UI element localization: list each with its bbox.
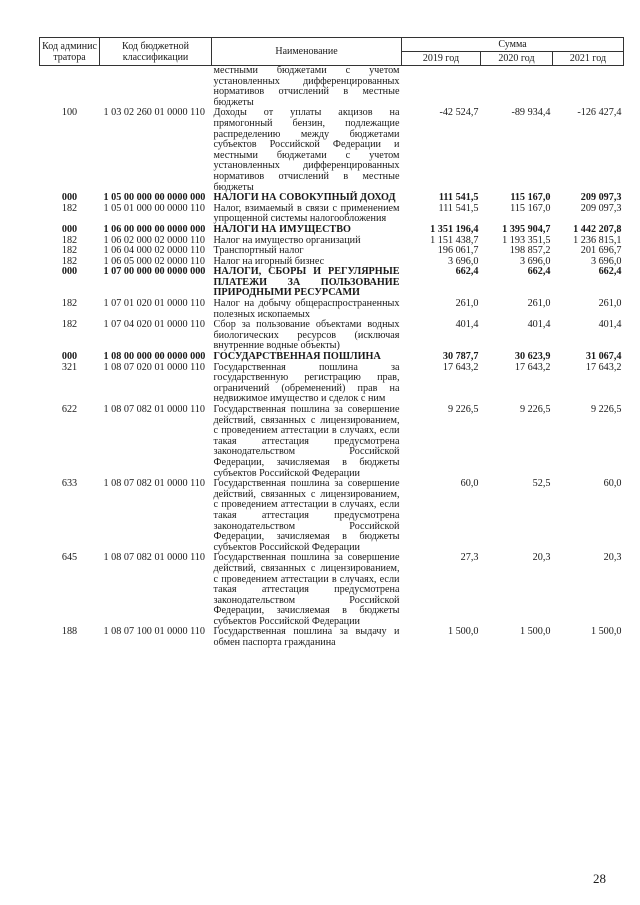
admin-code-cell: 000 xyxy=(61,223,78,235)
item-name-cell: ГОСУДАРСТВЕННАЯ ПОШЛИНА xyxy=(213,351,381,363)
admin-code-cell xyxy=(40,66,100,109)
sum-2019-cell: 662,4 xyxy=(455,266,479,278)
header-year-2020: 2020 год xyxy=(481,52,553,66)
item-name-cell: Государственная пошлина за совершение действий, связанных с лицензированием, с проведением аттестации в случаях, если такая аттестация предусмотрена законодательством Российской Федерации, зачисляемая в бюджеты субъектов Российской Федерации xyxy=(213,404,400,479)
sum-2021-cell: 17 643,2 xyxy=(585,361,622,373)
sum-2021-cell xyxy=(553,66,624,109)
sum-2021-cell: 3 696,0 xyxy=(590,255,622,267)
item-name-cell: Доходы от уплаты акцизов на прямогонный бензин, подлежащие распределению между бюджетами субъектов Российской Федерации и местными бюджетами с учетом установленных дифференцированных нормативов отчислений в местные бюджеты xyxy=(213,107,400,193)
page-number: 28 xyxy=(593,871,606,886)
sum-2019-cell: 1 351 196,4 xyxy=(430,223,479,235)
table-row xyxy=(40,225,624,236)
header-name: Наименование xyxy=(212,38,402,66)
table-row xyxy=(40,627,624,648)
sum-2019-cell: 1 151 438,7 xyxy=(430,234,479,246)
kbk-code-cell: 1 08 07 082 01 0000 110 xyxy=(103,404,205,415)
sum-2020-cell: 3 696,0 xyxy=(519,255,551,267)
sum-2021-cell: 1 500,0 xyxy=(590,626,622,638)
item-name-cell: Государственная пошлина за выдачу и обмен паспорта гражданина xyxy=(213,626,400,649)
kbk-code-cell: 1 07 00 000 00 0000 000 xyxy=(103,266,206,278)
item-name-cell: Налог на игорный бизнес xyxy=(213,255,325,267)
sum-2019-cell: 196 061,7 xyxy=(437,245,479,257)
kbk-code-cell: 1 06 00 000 00 0000 000 xyxy=(103,223,206,235)
sum-2021-cell: 261,0 xyxy=(598,298,622,310)
table-row xyxy=(40,320,624,352)
item-name-cell: Сбор за пользование объектами водных биологических ресурсов (исключая внутренние водные объекты) xyxy=(213,319,400,352)
sum-2019-cell: 401,4 xyxy=(455,319,479,331)
sum-2019-cell: 60,0 xyxy=(460,478,479,490)
kbk-code-cell: 1 05 01 000 00 0000 110 xyxy=(103,202,205,214)
sum-2021-cell: 20,3 xyxy=(603,552,622,564)
sum-2021-cell: 209 097,3 xyxy=(580,202,622,214)
admin-code-cell: 182 xyxy=(61,234,78,246)
sum-2021-cell: 201 696,7 xyxy=(580,245,622,257)
item-name-cell: Налог на добычу общераспространенных полезных ископаемых xyxy=(213,298,400,320)
kbk-code-cell: 1 08 07 082 01 0000 110 xyxy=(103,552,205,564)
admin-code-cell: 633 xyxy=(61,478,78,490)
kbk-code-cell: 1 06 05 000 02 0000 110 xyxy=(103,255,205,267)
sum-2019-cell: 27,3 xyxy=(460,552,479,564)
sum-2019-cell: 30 787,7 xyxy=(442,351,479,363)
table-row xyxy=(40,66,624,109)
sum-2021-cell: -126 427,4 xyxy=(577,107,622,119)
table-body xyxy=(40,66,624,649)
header-sum: Сумма xyxy=(402,38,624,52)
item-name-cell: НАЛОГИ НА ИМУЩЕСТВО xyxy=(213,223,351,235)
sum-2020-cell: 662,4 xyxy=(527,266,551,278)
sum-2020-cell: 1 193 351,5 xyxy=(502,234,551,246)
sum-2020-cell: 1 500,0 xyxy=(519,626,551,638)
sum-2020-cell: 17 643,2 xyxy=(514,361,551,373)
table-row xyxy=(40,479,624,553)
item-name-cell: Государственная пошлина за государственную регистрацию прав, ограничений (обременений) прав на недвижимое имущество и сделок с ним xyxy=(213,361,400,405)
table-header xyxy=(40,38,624,66)
sum-2021-cell: 1 442 207,8 xyxy=(573,223,622,235)
sum-2020-cell: 198 857,2 xyxy=(509,245,551,257)
sum-2020-cell: 115 167,0 xyxy=(510,192,551,204)
kbk-code-cell: 1 06 02 000 02 0000 110 xyxy=(103,234,205,246)
kbk-code-cell: 1 07 04 020 01 0000 110 xyxy=(103,319,205,331)
admin-code-cell: 188 xyxy=(61,626,78,638)
kbk-code-cell: 1 08 00 000 00 0000 000 xyxy=(103,351,206,363)
budget-revenue-table xyxy=(39,37,624,649)
sum-2019-cell xyxy=(402,66,481,109)
header-kbk: Код бюджетной классификации xyxy=(100,38,212,66)
item-name-cell: Налог на имущество организаций xyxy=(213,234,361,246)
admin-code-cell: 182 xyxy=(61,245,78,257)
sum-2019-cell: -42 524,7 xyxy=(439,107,479,119)
sum-2020-cell: 30 623,9 xyxy=(514,351,551,363)
sum-2019-cell: 261,0 xyxy=(455,298,479,310)
item-name-cell: местными бюджетами с учетом установленных дифференцированных нормативов отчислений в местные бюджеты xyxy=(213,65,400,108)
sum-2020-cell: 261,0 xyxy=(527,298,551,310)
item-name-cell: НАЛОГИ, СБОРЫ И РЕГУЛЯРНЫЕ ПЛАТЕЖИ ЗА ПОЛЬЗОВАНИЕ ПРИРОДНЫМИ РЕСУРСАМИ xyxy=(213,266,400,299)
admin-code-cell: 000 xyxy=(61,351,78,363)
sum-2019-cell: 17 643,2 xyxy=(442,361,479,373)
admin-code-cell: 182 xyxy=(61,298,78,310)
table-row xyxy=(40,405,624,479)
sum-2019-cell: 9 226,5 xyxy=(447,404,479,415)
header-year-2019: 2019 год xyxy=(402,52,481,66)
sum-2021-cell: 209 097,3 xyxy=(580,192,622,204)
admin-code-cell: 000 xyxy=(61,266,78,278)
kbk-code-cell: 1 05 00 000 00 0000 000 xyxy=(103,192,206,204)
item-name-cell: Государственная пошлина за совершение действий, связанных с лицензированием, с проведением аттестации в случаях, если такая аттестация предусмотрена законодательством Российской Федерации, зачисляемая в бюджеты субъектов Российской Федерации xyxy=(213,478,400,553)
kbk-code-cell xyxy=(100,66,212,109)
sum-2021-cell: 9 226,5 xyxy=(590,404,622,415)
sum-2020-cell: -89 934,4 xyxy=(511,107,551,119)
admin-code-cell: 182 xyxy=(61,255,78,267)
kbk-code-cell: 1 08 07 020 01 0000 110 xyxy=(103,361,205,373)
item-name-cell: Транспортный налог xyxy=(213,245,304,257)
table-row xyxy=(40,108,624,193)
sum-2020-cell: 9 226,5 xyxy=(519,404,551,415)
item-name-cell: Налог, взимаемый в связи с применением упрощенной системы налогообложения xyxy=(213,202,400,225)
admin-code-cell: 100 xyxy=(61,107,78,119)
sum-2021-cell: 1 236 815,1 xyxy=(573,234,622,246)
sum-2020-cell: 401,4 xyxy=(527,319,551,331)
sum-2020-cell: 115 167,0 xyxy=(510,202,551,214)
item-name-cell: Государственная пошлина за совершение действий, связанных с лицензированием, с проведением аттестации в случаях, если такая аттестация предусмотрена законодательством Российской Федерации, зачисляемая в бюджеты субъектов Российской Федерации xyxy=(213,552,400,627)
kbk-code-cell: 1 03 02 260 01 0000 110 xyxy=(103,107,205,119)
sum-2021-cell: 662,4 xyxy=(598,266,622,278)
kbk-code-cell: 1 08 07 082 01 0000 110 xyxy=(103,478,205,490)
admin-code-cell: 321 xyxy=(61,361,78,373)
table-row xyxy=(40,299,624,320)
sum-2020-cell: 20,3 xyxy=(532,552,551,564)
sum-2019-cell: 111 541,5 xyxy=(438,202,479,214)
table-row xyxy=(40,267,624,299)
admin-code-cell: 645 xyxy=(61,552,78,564)
sum-2019-cell: 111 541,5 xyxy=(438,192,479,204)
sum-2019-cell: 1 500,0 xyxy=(447,626,479,638)
sum-2020-cell: 1 395 904,7 xyxy=(502,223,551,235)
sum-2020-cell: 52,5 xyxy=(532,478,551,490)
header-admin-code: Код админис тратора xyxy=(40,38,100,66)
table-row xyxy=(40,204,624,225)
sum-2021-cell: 401,4 xyxy=(598,319,622,331)
admin-code-cell: 182 xyxy=(61,202,78,214)
table-row xyxy=(40,363,624,405)
kbk-code-cell: 1 06 04 000 02 0000 110 xyxy=(103,245,205,257)
admin-code-cell: 182 xyxy=(61,319,78,331)
admin-code-cell: 000 xyxy=(61,192,78,204)
sum-2019-cell: 3 696,0 xyxy=(447,255,479,267)
kbk-code-cell: 1 07 01 020 01 0000 110 xyxy=(103,298,205,310)
admin-code-cell: 622 xyxy=(61,404,78,415)
sum-2020-cell xyxy=(481,66,553,109)
item-name-cell: НАЛОГИ НА СОВОКУПНЫЙ ДОХОД xyxy=(213,192,396,204)
table-row xyxy=(40,553,624,627)
sum-2021-cell: 60,0 xyxy=(603,478,622,490)
header-year-2021: 2021 год xyxy=(553,52,624,66)
sum-2021-cell: 31 067,4 xyxy=(585,351,622,363)
kbk-code-cell: 1 08 07 100 01 0000 110 xyxy=(103,626,205,638)
